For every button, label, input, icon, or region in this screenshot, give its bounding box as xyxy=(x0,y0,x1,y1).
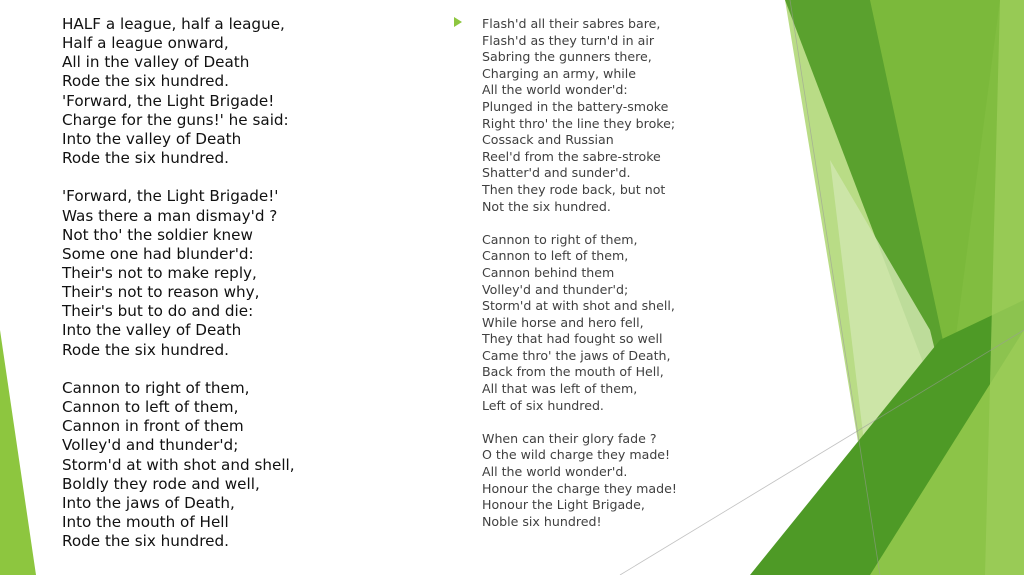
poem-line: Cannon to right of them, xyxy=(482,231,638,247)
poem-line: Left of six hundred. xyxy=(482,397,604,413)
stanza xyxy=(62,15,422,168)
poem-line: Rode the six hundred. xyxy=(62,340,229,359)
left-edge-facet xyxy=(0,330,36,575)
poem-line: Into the valley of Death xyxy=(62,321,242,340)
poem-line: Storm'd at with shot and shell, xyxy=(62,455,295,474)
poem-line: Cossack and Russian xyxy=(482,132,614,148)
poem-line: Reel'd from the sabre-stroke xyxy=(482,148,661,164)
stanza xyxy=(482,232,812,415)
stanza xyxy=(482,16,812,215)
poem-line: Honour the charge they made! xyxy=(482,480,677,496)
poem-line: Cannon to left of them, xyxy=(62,398,239,417)
poem-line: All in the valley of Death xyxy=(62,53,250,72)
poem-line: Shatter'd and sunder'd. xyxy=(482,165,631,181)
poem-line: Flash'd all their sabres bare, xyxy=(482,16,661,31)
poem-line: They that had fought so well xyxy=(482,331,663,347)
stanza xyxy=(62,379,422,551)
poem-line: Volley'd and thunder'd; xyxy=(482,281,629,297)
poem-line: Charge for the guns!' he said: xyxy=(62,110,289,129)
poem-line: Noble six hundred! xyxy=(482,513,602,529)
poem-left-column xyxy=(62,15,422,551)
poem-line: Then they rode back, but not xyxy=(482,181,666,197)
poem-line: Came thro' the jaws of Death, xyxy=(482,347,671,363)
poem-line: Flash'd as they turn'd in air xyxy=(482,32,655,48)
poem-line: Their's but to do and die: xyxy=(62,302,254,321)
poem-line: Storm'd at with shot and shell, xyxy=(482,298,675,314)
poem-line: Some one had blunder'd: xyxy=(62,244,254,263)
triangle-bullet-icon xyxy=(454,17,462,27)
poem-line: Sabring the gunners there, xyxy=(482,49,652,65)
poem-line: Cannon to right of them, xyxy=(62,378,250,397)
poem-line: Their's not to reason why, xyxy=(62,283,260,302)
poem-line: Cannon behind them xyxy=(482,264,615,280)
stanza xyxy=(62,187,422,359)
poem-line: Half a league onward, xyxy=(62,34,229,53)
poem-line: All the world wonder'd: xyxy=(482,82,628,98)
poem-line: Rode the six hundred. xyxy=(62,72,229,91)
poem-line: Right thro' the line they broke; xyxy=(482,115,676,131)
poem-line: Plunged in the battery-smoke xyxy=(482,98,669,114)
poem-line: Cannon in front of them xyxy=(62,417,244,436)
poem-line: Their's not to make reply, xyxy=(62,264,257,283)
poem-line: While horse and hero fell, xyxy=(482,314,644,330)
poem-line: Charging an army, while xyxy=(482,65,637,81)
poem-line: Into the jaws of Death, xyxy=(62,493,235,512)
poem-line: 'Forward, the Light Brigade! xyxy=(62,91,275,110)
poem-line: HALF a league, half a league, xyxy=(62,15,285,33)
poem-line: When can their glory fade ? xyxy=(482,430,657,446)
poem-line: Back from the mouth of Hell, xyxy=(482,364,664,380)
poem-line: Into the mouth of Hell xyxy=(62,513,229,532)
poem-right-column xyxy=(482,16,812,530)
stanza xyxy=(482,431,812,531)
poem-line: Rode the six hundred. xyxy=(62,532,229,551)
poem-line: Into the valley of Death xyxy=(62,129,242,148)
poem-line: O the wild charge they made! xyxy=(482,447,671,463)
poem-line: All that was left of them, xyxy=(482,381,638,397)
poem-line: All the world wonder'd. xyxy=(482,464,628,480)
poem-line: Not tho' the soldier knew xyxy=(62,225,253,244)
poem-line: Not the six hundred. xyxy=(482,198,611,214)
poem-line: Honour the Light Brigade, xyxy=(482,497,645,513)
poem-line: Was there a man dismay'd ? xyxy=(62,206,278,225)
poem-line: Boldly they rode and well, xyxy=(62,474,260,493)
poem-line: 'Forward, the Light Brigade!' xyxy=(62,187,279,206)
poem-line: Cannon to left of them, xyxy=(482,248,629,264)
poem-line: Volley'd and thunder'd; xyxy=(62,436,239,455)
poem-line: Rode the six hundred. xyxy=(62,149,229,168)
